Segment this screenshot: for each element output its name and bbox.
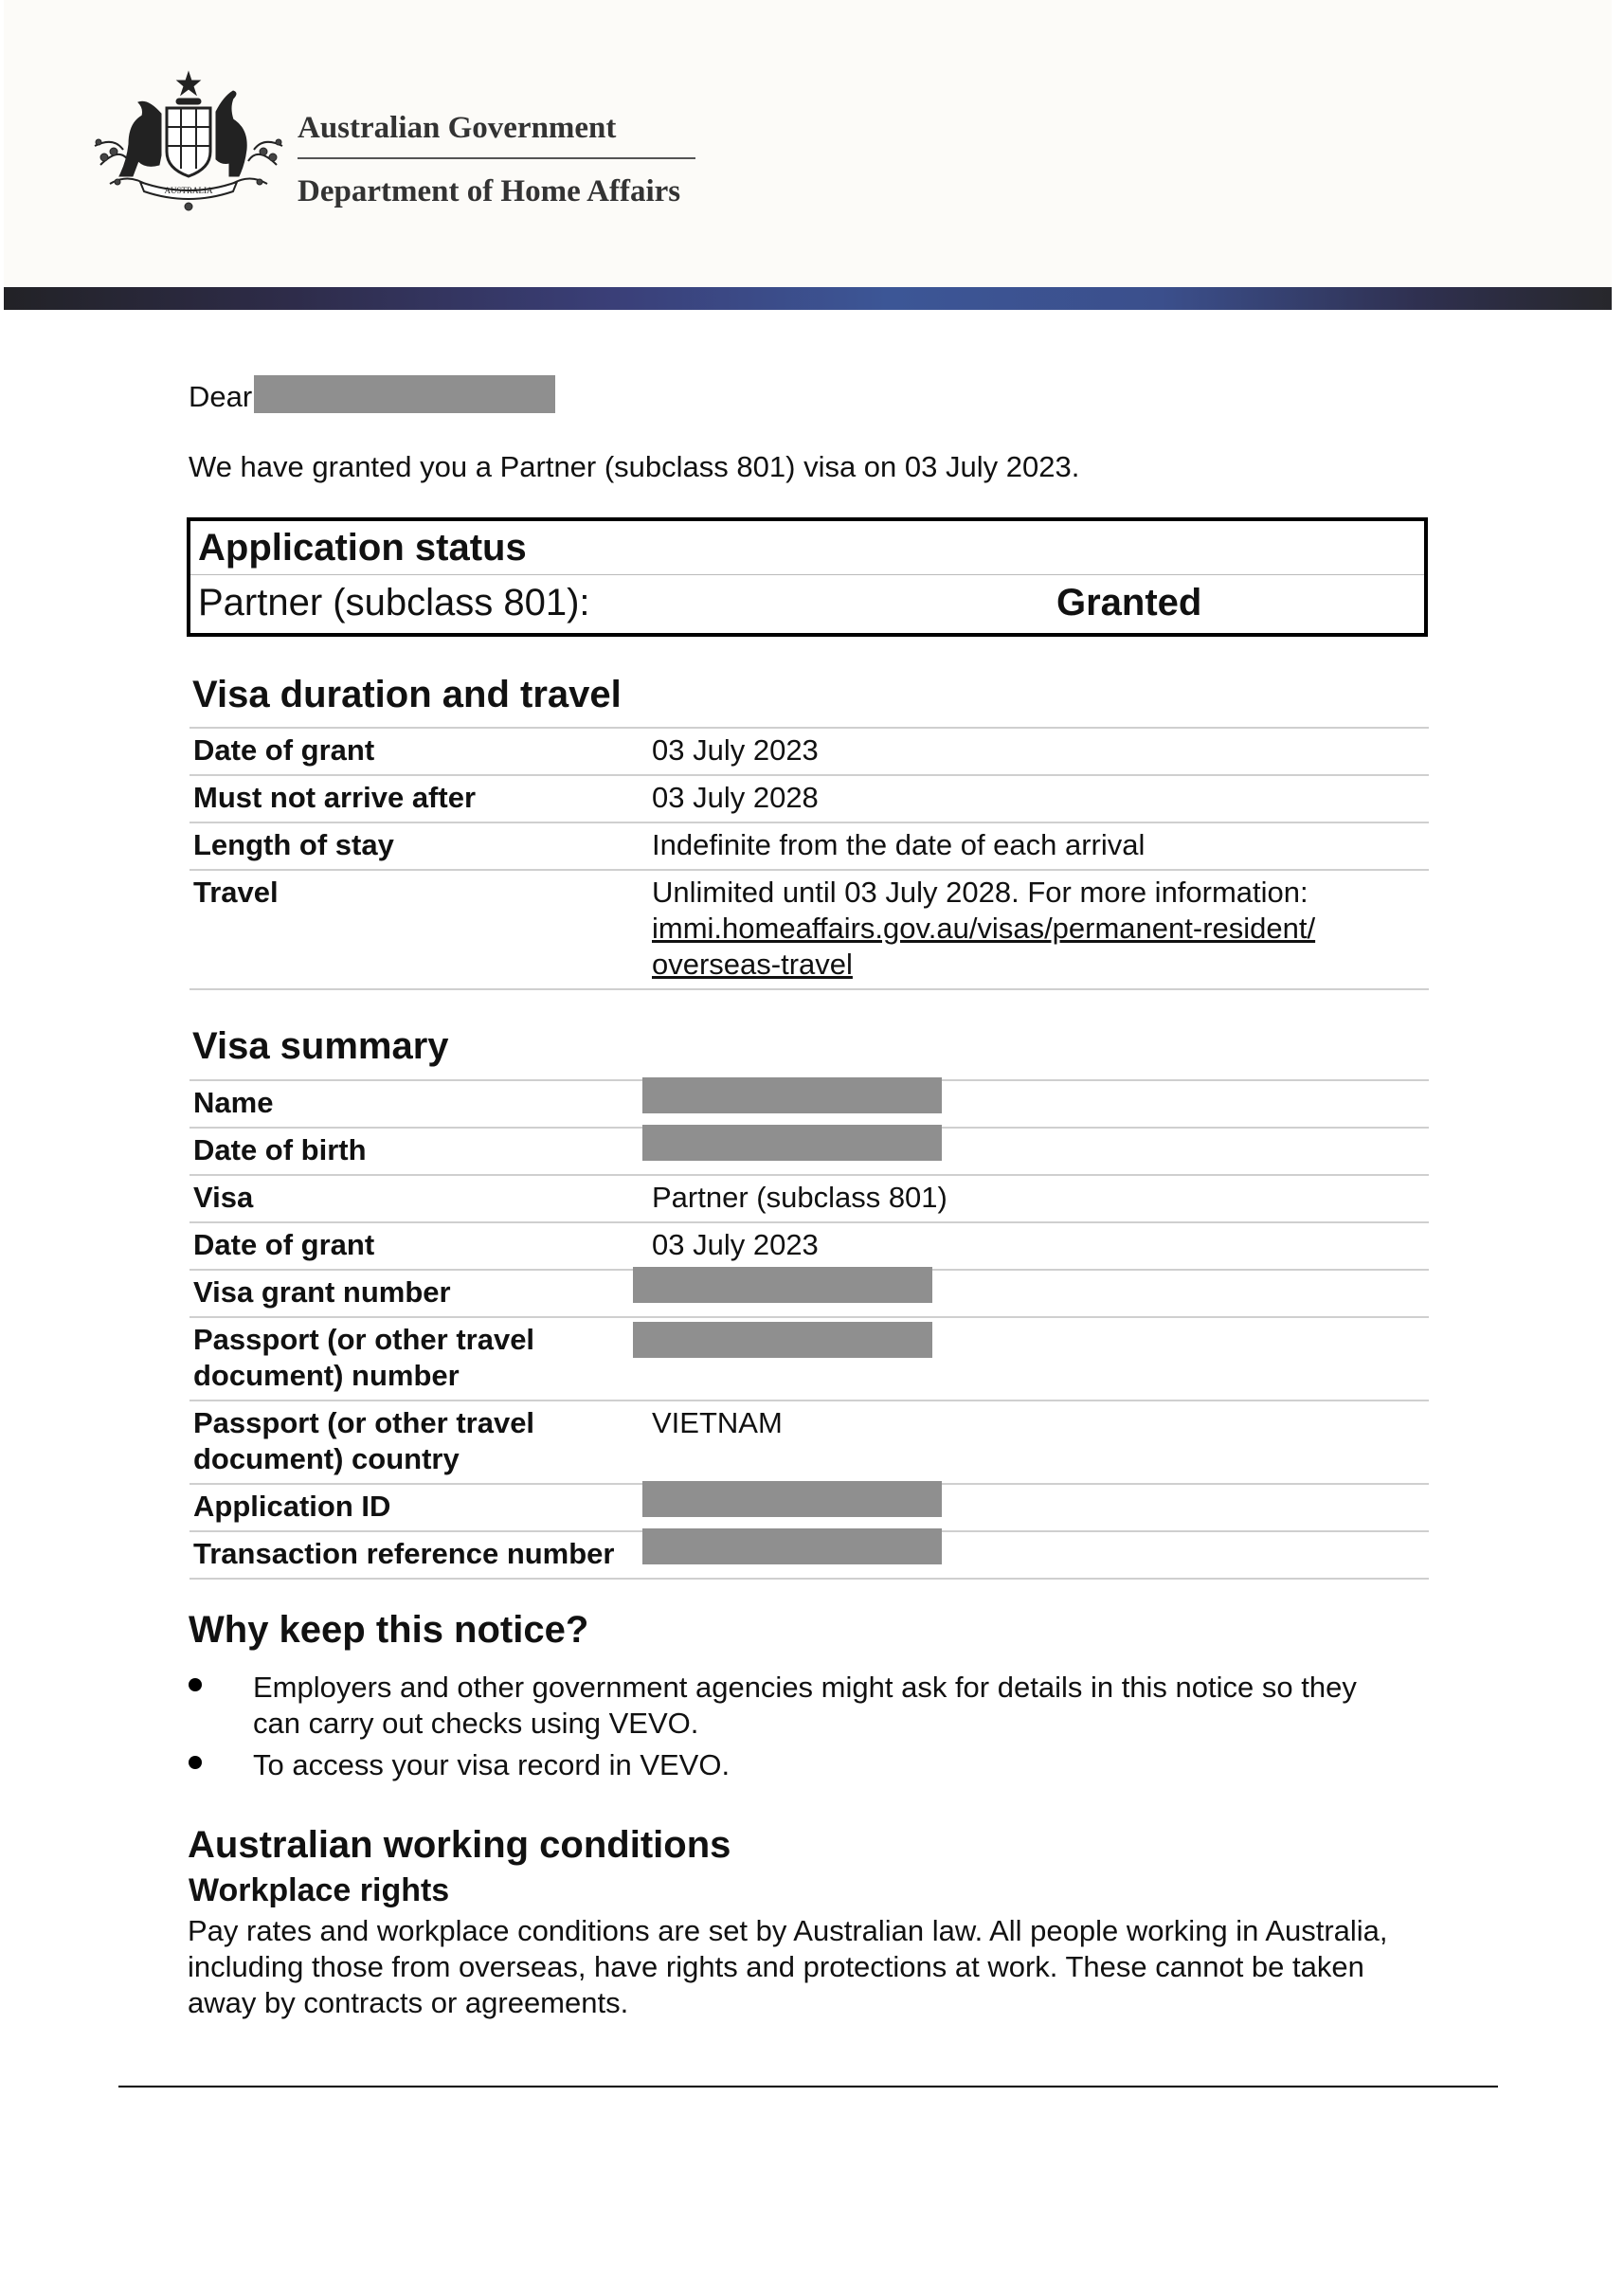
- table-row: [189, 1530, 1429, 1580]
- working-conditions-heading: Australian working conditions: [188, 1824, 731, 1866]
- application-status-label: Partner (subclass 801):: [198, 582, 590, 623]
- row-value: Unlimited until 03 July 2028. For more information:: [652, 876, 1308, 909]
- row-label: Date of grant: [193, 733, 375, 767]
- overseas-travel-link-continued[interactable]: overseas-travel: [652, 948, 853, 981]
- workplace-rights-subheading: Workplace rights: [189, 1872, 450, 1908]
- row-value: 03 July 2023: [652, 733, 819, 767]
- government-name: Australian Government: [298, 111, 617, 145]
- table-row: [189, 869, 1429, 990]
- table-row: [189, 1400, 1429, 1483]
- redacted-name: [642, 1077, 942, 1113]
- redacted-passport-number: [633, 1322, 932, 1358]
- workplace-rights-text: away by contracts or agreements.: [188, 1986, 629, 2019]
- crest-label: AUSTRALIA: [164, 186, 213, 195]
- table-row: [189, 1221, 1429, 1269]
- row-value: 03 July 2023: [652, 1228, 819, 1261]
- row-value: 03 July 2028: [652, 781, 819, 814]
- bullet-text: To access your visa record in VEVO.: [253, 1748, 731, 1781]
- row-label-continued: document) country: [193, 1442, 460, 1475]
- row-label: Application ID: [193, 1490, 391, 1523]
- table-row: [189, 1316, 1429, 1400]
- row-label: Length of stay: [193, 828, 394, 861]
- bullet-text-continued: can carry out checks using VEVO.: [253, 1707, 699, 1740]
- row-value: Partner (subclass 801): [652, 1181, 947, 1214]
- row-label: Date of grant: [193, 1228, 375, 1261]
- table-row: [189, 727, 1429, 774]
- workplace-rights-text: including those from overseas, have rights and protections at work. These cannot be taken: [188, 1950, 1364, 1983]
- visa-summary-table: [189, 1079, 1429, 1580]
- table-row: [189, 774, 1429, 822]
- visa-summary-heading: Visa summary: [192, 1025, 449, 1067]
- footer-divider: [118, 2086, 1498, 2087]
- bullet-icon: [189, 1756, 202, 1769]
- application-status-value: Granted: [1056, 582, 1202, 623]
- bullet-icon: [189, 1678, 202, 1691]
- salutation: Dear: [189, 380, 253, 413]
- redacted-visa-grant-number: [633, 1267, 932, 1303]
- letterhead-divider: [298, 157, 695, 159]
- row-label: Passport (or other travel: [193, 1406, 535, 1439]
- row-label: Must not arrive after: [193, 781, 477, 814]
- redacted-date-of-birth: [642, 1125, 942, 1161]
- overseas-travel-link[interactable]: immi.homeaffairs.gov.au/visas/permanent-resident/: [652, 912, 1316, 945]
- row-label: Travel: [193, 876, 279, 909]
- grant-intro-text: We have granted you a Partner (subclass 801) visa on 03 July 2023.: [189, 450, 1080, 483]
- redacted-transaction-reference: [642, 1528, 942, 1564]
- workplace-rights-text: Pay rates and workplace conditions are set by Australian law. All people working in Australia,: [188, 1914, 1388, 1947]
- coat-of-arms-logo: [91, 70, 286, 214]
- row-label: Name: [193, 1086, 274, 1119]
- row-label: Visa: [193, 1181, 254, 1214]
- row-label: Date of birth: [193, 1133, 367, 1166]
- row-value: VIETNAM: [652, 1406, 783, 1439]
- redacted-application-id: [642, 1481, 942, 1517]
- row-label: Transaction reference number: [193, 1537, 615, 1570]
- why-keep-notice-heading: Why keep this notice?: [189, 1609, 589, 1651]
- department-name: Department of Home Affairs: [298, 174, 681, 208]
- row-label-continued: document) number: [193, 1359, 460, 1392]
- bullet-text: Employers and other government agencies might ask for details in this notice so they: [253, 1671, 1357, 1704]
- row-label: Visa grant number: [193, 1275, 451, 1309]
- redacted-recipient-name: [254, 375, 555, 413]
- table-row: [189, 1174, 1429, 1221]
- table-row: [189, 1127, 1429, 1174]
- table-row: [189, 1269, 1429, 1316]
- table-row: [189, 822, 1429, 869]
- visa-duration-heading: Visa duration and travel: [192, 674, 622, 715]
- table-row: [189, 1079, 1429, 1127]
- application-status-box: [187, 517, 1428, 637]
- table-row: [189, 1483, 1429, 1530]
- row-value: Indefinite from the date of each arrival: [652, 828, 1146, 861]
- status-box-divider: [190, 574, 1424, 575]
- row-label: Passport (or other travel: [193, 1323, 535, 1356]
- application-status-title: Application status: [198, 527, 527, 569]
- header-color-band: [4, 287, 1612, 310]
- visa-duration-table: [189, 727, 1429, 990]
